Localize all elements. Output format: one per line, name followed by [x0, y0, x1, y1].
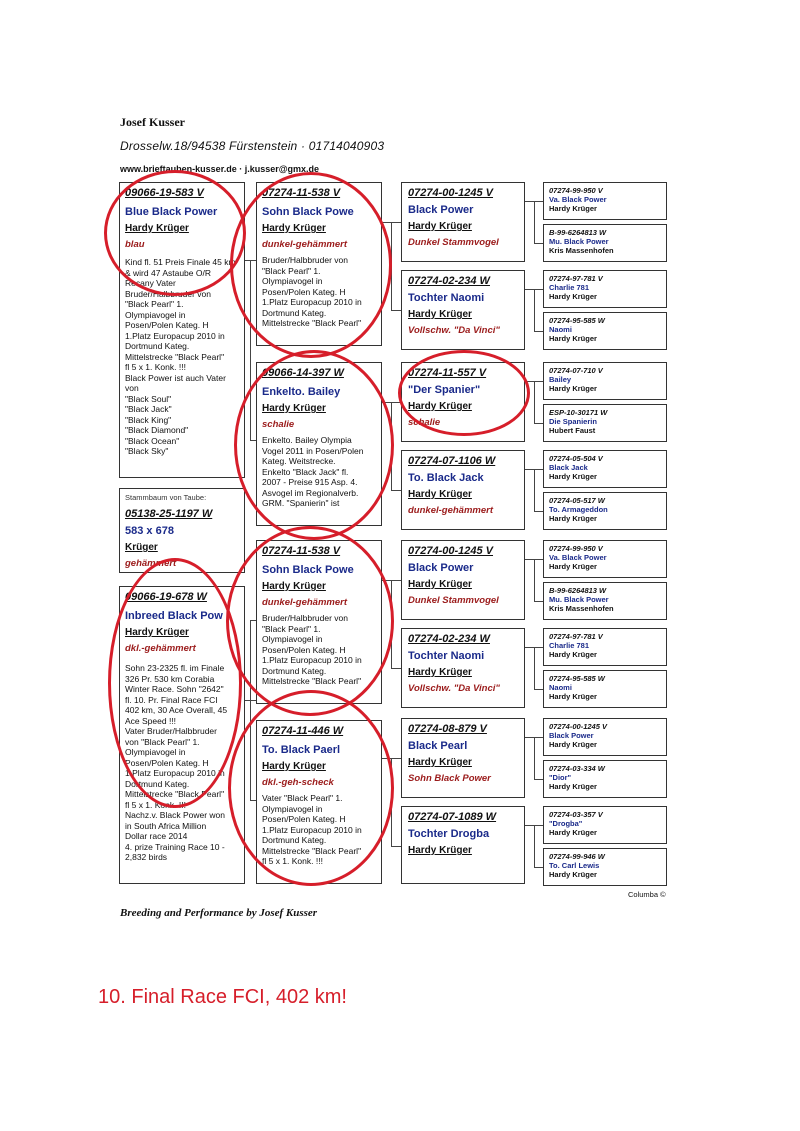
parent-owner: Hardy Krüger [262, 223, 326, 234]
stammbaum-card [119, 488, 245, 573]
great-grandparent-owner: Hardy Krüger [549, 472, 597, 481]
great-grandparent-name: "Dior" [549, 773, 572, 782]
great-grandparent-name: Mu. Black Power [549, 237, 609, 246]
parent-color: dunkel-gehämmert [262, 597, 347, 608]
great-grandparent-owner: Hardy Krüger [549, 514, 597, 523]
parent-card [256, 362, 382, 526]
parent-name: Sohn Black Powe [262, 206, 354, 218]
great-grandparent-id: 07274-99-946 W [549, 852, 605, 861]
caption: 10. Final Race FCI, 402 km! [98, 986, 347, 1008]
great-grandparent-card [543, 450, 667, 488]
grandparent-card [401, 540, 525, 620]
parent-owner: Hardy Krüger [262, 403, 326, 414]
subject-owner: Hardy Krüger [125, 223, 189, 234]
great-grandparent-id: 07274-07-710 V [549, 366, 603, 375]
parent-card [256, 720, 382, 884]
grandparent-color: schalie [408, 417, 441, 428]
parent-notes: Bruder/Halbbruder von "Black Pearl" 1. Olympiavogel in Posen/Polen Kateg. H 1.Platz Europacup 2010 in Dortmund Kateg. Mittelstrecke "Black Pearl" [262, 613, 362, 686]
grandparent-name: Tochter Naomi [408, 650, 485, 662]
stammbaum-color: gehämmert [125, 558, 177, 569]
grandparent-card [401, 628, 525, 708]
grandparent-owner: Hardy Krüger [408, 489, 472, 500]
parent-name: To. Black Paerl [262, 744, 341, 756]
owner-contact: www.brieftauben-kusser.de · j.kusser@gmx.de [120, 164, 320, 174]
great-grandparent-owner: Hardy Krüger [549, 204, 597, 213]
grandparent-owner: Hardy Krüger [408, 667, 472, 678]
parent-color: schalie [262, 419, 295, 430]
great-grandparent-name: To. Carl Lewis [549, 861, 600, 870]
connector-line [534, 825, 535, 867]
grandparent-color: Vollschw. "Da Vinci" [408, 683, 500, 694]
grandparent-owner: Hardy Krüger [408, 757, 472, 768]
great-grandparent-owner: Hardy Krüger [549, 692, 597, 701]
great-grandparent-card [543, 362, 667, 400]
stammbaum-name: 583 x 678 [125, 525, 174, 537]
grandparent-id: 07274-07-1089 W [408, 811, 497, 823]
stammbaum-owner: Krüger [125, 542, 158, 553]
parent-id: 07274-11-538 V [262, 545, 341, 557]
great-grandparent-name: Black Jack [549, 463, 588, 472]
connector-line [391, 402, 392, 490]
great-grandparent-name: Charlie 781 [549, 641, 590, 650]
grandparent-id: 07274-02-234 W [408, 633, 490, 645]
grandparent-owner: Hardy Krüger [408, 401, 472, 412]
great-grandparent-owner: Hardy Krüger [549, 828, 597, 837]
grandparent-name: Tochter Naomi [408, 292, 485, 304]
grandparent-name: "Der Spanier" [408, 384, 481, 396]
great-grandparent-card [543, 628, 667, 666]
great-grandparent-id: 07274-05-504 V [549, 454, 603, 463]
great-grandparent-name: Va. Black Power [549, 195, 607, 204]
great-grandparent-id: 07274-95-585 W [549, 316, 605, 325]
grandparent-id: 07274-00-1245 V [408, 187, 494, 199]
grandparent-color: Dunkel Stammvogel [408, 237, 499, 248]
connector-line [534, 737, 535, 779]
connector-line [534, 601, 543, 602]
grandparent-name: Black Power [408, 204, 474, 216]
connector-line [534, 243, 543, 244]
grandparent-name: Black Power [408, 562, 474, 574]
dam-notes: Sohn 23-2325 fl. im Finale 326 Pr. 530 km Corabia Winter Race. Sohn "2642" fl. 10. Pr. Final Race FCI 402 km, 30 Ace Overall, 45 Ace Speed !!! Vater Bruder/Halbbruder von "Black Pearl" 1. Olympiavogel in Posen/Polen Kateg. H 1.Platz Europacup 2010 in Dortmund Kateg. Mittelstrecke "Black Pearl" fl 5 x 1. Konk. !!! Nachz.v. Black Power won in South Africa Million Dollar race 2014 4. prize Training Race 10 - 2,832 birds [125, 663, 228, 862]
grandparent-id: 07274-00-1245 V [408, 545, 494, 557]
grandparent-card [401, 450, 525, 530]
great-grandparent-card [543, 492, 667, 530]
grandparent-color: Dunkel Stammvogel [408, 595, 499, 606]
great-grandparent-id: 07274-99-950 V [549, 544, 603, 553]
connector-line [534, 289, 535, 331]
great-grandparent-card [543, 270, 667, 308]
grandparent-owner: Hardy Krüger [408, 845, 472, 856]
great-grandparent-id: 07274-00-1245 V [549, 722, 607, 731]
dam-name: Inbreed Black Pow [125, 610, 223, 622]
great-grandparent-owner: Hardy Krüger [549, 740, 597, 749]
parent-notes: Vater "Black Pearl" 1. Olympiavogel in Posen/Polen Kateg. H 1.Platz Europacup 2010 in Dortmund Kateg. Mittelstrecke "Black Pearl" fl 5 x 1. Konk. !!! [262, 793, 362, 866]
grandparent-owner: Hardy Krüger [408, 579, 472, 590]
great-grandparent-name: "Drogba" [549, 819, 583, 828]
great-grandparent-id: 07274-05-517 W [549, 496, 605, 505]
connector-line [391, 846, 401, 847]
parent-id: 07274-11-538 V [262, 187, 341, 199]
connector-line [391, 310, 401, 311]
connector-line [391, 668, 401, 669]
parent-owner: Hardy Krüger [262, 761, 326, 772]
great-grandparent-card [543, 540, 667, 578]
grandparent-id: 07274-08-879 V [408, 723, 487, 735]
great-grandparent-id: 07274-97-781 V [549, 274, 603, 283]
parent-id: 07274-11-446 W [262, 725, 344, 737]
great-grandparent-id: ESP-10-30171 W [549, 408, 608, 417]
connector-line [391, 222, 392, 310]
connector-line [534, 689, 543, 690]
grandparent-card [401, 718, 525, 798]
great-grandparent-name: Die Spanierin [549, 417, 597, 426]
stammbaum-id: 05138-25-1197 W [125, 508, 213, 520]
dam-id: 09066-19-678 W [125, 591, 207, 603]
great-grandparent-id: 07274-99-950 V [549, 186, 603, 195]
great-grandparent-id: 07274-03-334 W [549, 764, 605, 773]
great-grandparent-owner: Hardy Krüger [549, 650, 597, 659]
connector-line [250, 260, 251, 440]
connector-line [250, 440, 256, 441]
great-grandparent-card [543, 404, 667, 442]
great-grandparent-owner: Hardy Krüger [549, 384, 597, 393]
connector-line [391, 580, 392, 668]
connector-line [534, 331, 543, 332]
great-grandparent-card [543, 182, 667, 220]
connector-line [534, 559, 535, 601]
footer-credit: Breeding and Performance by Josef Kusser [120, 907, 318, 919]
great-grandparent-name: To. Armageddon [549, 505, 608, 514]
subject-notes: Kind fl. 51 Preis Finale 45 km & wird 47 Astaube O/R Recany Vater Bruder/Halbbruder von "Black Pearl" 1. Olympiavogel in Posen/Polen Kateg. H 1.Platz Europacup 2010 in Dortmund Kateg. Mittelstrecke "Black Pearl" fl 5 x 1. Konk. !!! Black Power ist auch Vater von "Black Soul" "Black Jack" "Black King" "Black Diamond" "Black Ocean" "Black Sky" [125, 257, 236, 456]
connector-line [534, 201, 535, 243]
great-grandparent-name: Va. Black Power [549, 553, 607, 562]
grandparent-color: Sohn Black Power [408, 773, 491, 784]
parent-color: dunkel-gehämmert [262, 239, 347, 250]
connector-line [250, 620, 256, 621]
great-grandparent-id: 07274-03-357 V [549, 810, 603, 819]
connector-line [391, 758, 392, 846]
subject-id: 09066-19-583 V [125, 187, 204, 199]
great-grandparent-card [543, 848, 667, 886]
great-grandparent-card [543, 582, 667, 620]
great-grandparent-name: Black Power [549, 731, 594, 740]
connector-line [534, 647, 535, 689]
great-grandparent-card [543, 224, 667, 262]
dam-owner: Hardy Krüger [125, 627, 189, 638]
parent-id: 09066-14-397 W [262, 367, 344, 379]
great-grandparent-name: Charlie 781 [549, 283, 590, 292]
dam-color: dkl.-gehämmert [125, 643, 196, 654]
great-grandparent-owner: Hardy Krüger [549, 334, 597, 343]
stammbaum-label: Stammbaum von Taube: [125, 493, 207, 502]
great-grandparent-name: Naomi [549, 325, 572, 334]
great-grandparent-owner: Hardy Krüger [549, 870, 597, 879]
connector-line [534, 867, 543, 868]
great-grandparent-name: Mu. Black Power [549, 595, 609, 604]
great-grandparent-id: B-99-6264813 W [549, 228, 607, 237]
grandparent-card [401, 806, 525, 884]
dam-card [119, 586, 245, 884]
grandparent-name: Black Pearl [408, 740, 468, 752]
grandparent-color: Vollschw. "Da Vinci" [408, 325, 500, 336]
subject-name: Blue Black Power [125, 206, 218, 218]
copyright-note: Columba © [628, 890, 666, 899]
parent-notes: Enkelto. Bailey Olympia Vogel 2011 in Posen/Polen Kateg. Weitstrecke. Enkelto "Black Jack" fl. 2007 - Preise 915 Asp. 4. Asvogel im Regionalverb. GRM. "Spanierin" ist [262, 435, 364, 508]
grandparent-owner: Hardy Krüger [408, 221, 472, 232]
connector-line [534, 469, 535, 511]
grandparent-card [401, 270, 525, 350]
great-grandparent-id: B-99-6264813 W [549, 586, 607, 595]
grandparent-color: dunkel-gehämmert [408, 505, 493, 516]
grandparent-id: 07274-11-557 V [408, 367, 487, 379]
subject-card [119, 182, 245, 478]
great-grandparent-name: Bailey [549, 375, 572, 384]
great-grandparent-id: 07274-97-781 V [549, 632, 603, 641]
great-grandparent-card [543, 670, 667, 708]
connector-line [391, 490, 401, 491]
connector-line [250, 800, 256, 801]
great-grandparent-owner: Kris Massenhofen [549, 246, 614, 255]
great-grandparent-name: Naomi [549, 683, 572, 692]
parent-notes: Bruder/Halbbruder von "Black Pearl" 1. Olympiavogel in Posen/Polen Kateg. H 1.Platz Europacup 2010 in Dortmund Kateg. Mittelstrecke "Black Pearl" [262, 255, 362, 328]
great-grandparent-id: 07274-95-585 W [549, 674, 605, 683]
parent-name: Sohn Black Powe [262, 564, 354, 576]
parent-card [256, 540, 382, 704]
connector-line [250, 620, 251, 800]
great-grandparent-owner: Hardy Krüger [549, 782, 597, 791]
grandparent-card [401, 362, 525, 442]
owner-address: Drosselw.18/94538 Fürstenstein · 01714040903 [120, 139, 385, 153]
great-grandparent-owner: Kris Massenhofen [549, 604, 614, 613]
great-grandparent-card [543, 760, 667, 798]
parent-card [256, 182, 382, 346]
great-grandparent-owner: Hardy Krüger [549, 292, 597, 301]
parent-owner: Hardy Krüger [262, 581, 326, 592]
grandparent-card [401, 182, 525, 262]
great-grandparent-card [543, 806, 667, 844]
owner-name: Josef Kusser [120, 115, 185, 129]
connector-line [534, 511, 543, 512]
connector-line [534, 423, 543, 424]
grandparent-owner: Hardy Krüger [408, 309, 472, 320]
grandparent-name: To. Black Jack [408, 472, 484, 484]
connector-line [534, 381, 535, 423]
great-grandparent-owner: Hubert Faust [549, 426, 596, 435]
grandparent-name: Tochter Drogba [408, 828, 490, 840]
great-grandparent-card [543, 718, 667, 756]
connector-line [534, 779, 543, 780]
great-grandparent-card [543, 312, 667, 350]
parent-name: Enkelto. Bailey [262, 386, 341, 398]
grandparent-id: 07274-02-234 W [408, 275, 490, 287]
great-grandparent-owner: Hardy Krüger [549, 562, 597, 571]
subject-color: blau [125, 239, 145, 250]
grandparent-id: 07274-07-1106 W [408, 455, 496, 467]
parent-color: dkl.-geh-scheck [262, 777, 334, 788]
